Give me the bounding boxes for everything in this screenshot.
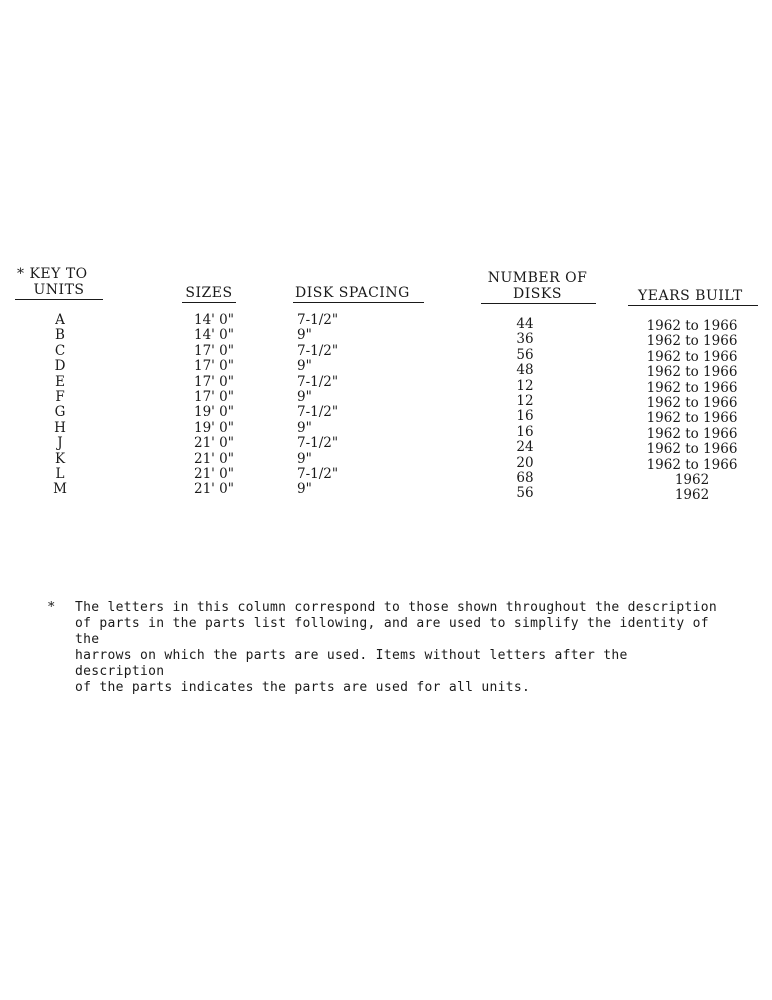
unit-years-built: 1962: [674, 487, 710, 504]
table-row: [0, 481, 772, 504]
units-table: [0, 312, 772, 504]
table-row: [0, 342, 772, 365]
header-number-line2: DISKS: [513, 286, 562, 302]
unit-years-built: 1962 to 1966: [646, 456, 738, 473]
unit-disk-spacing: 9": [297, 481, 312, 498]
unit-size: 21' 0": [194, 450, 234, 467]
table-row: [0, 419, 772, 442]
unit-size: 21' 0": [194, 465, 234, 482]
unit-size: 21' 0": [194, 435, 234, 452]
unit-key: B: [55, 327, 65, 344]
unit-disk-spacing: 9": [297, 358, 312, 375]
unit-key: J: [57, 435, 63, 452]
unit-key: L: [55, 465, 65, 482]
unit-size: 17' 0": [194, 342, 234, 359]
table-row: [0, 404, 772, 427]
unit-size: 17' 0": [194, 358, 234, 375]
unit-number-of-disks: 68: [516, 469, 534, 486]
unit-number-of-disks: 56: [516, 485, 534, 502]
unit-disk-spacing: 7-1/2": [297, 312, 339, 328]
unit-size: 19' 0": [194, 419, 234, 436]
footnote-text: The letters in this column correspond to those shown throughout the description of parts in the parts list following, and are used to simplify the identity of the harrows on which the parts are used. Items without letters after the description of the parts indicates the parts are used for all units.: [75, 600, 718, 695]
unit-disk-spacing: 7-1/2": [297, 435, 339, 452]
unit-years-built: 1962 to 1966: [646, 348, 738, 365]
header-key-line2: UNITS: [33, 282, 85, 298]
footnote-marker: *: [48, 600, 55, 615]
table-row: [0, 312, 772, 334]
unit-years-built: 1962 to 1966: [646, 379, 738, 396]
unit-years-built: 1962 to 1966: [646, 394, 738, 411]
unit-disk-spacing: 7-1/2": [297, 404, 339, 421]
table-row: [0, 388, 772, 411]
unit-key: C: [54, 342, 66, 359]
header-sizes: SIZES: [185, 285, 233, 301]
unit-size: 14' 0": [194, 312, 234, 328]
unit-disk-spacing: 9": [297, 327, 312, 344]
unit-key: G: [54, 404, 66, 421]
unit-number-of-disks: 16: [516, 423, 534, 440]
header-years-built: YEARS BUILT: [638, 288, 743, 304]
unit-years-built: 1962 to 1966: [646, 410, 738, 427]
unit-size: 14' 0": [194, 327, 234, 344]
table-row: [0, 450, 772, 473]
header-number-line1: NUMBER OF: [487, 270, 588, 286]
table-row: [0, 327, 772, 350]
unit-disk-spacing: 7-1/2": [297, 373, 339, 390]
unit-years-built: 1962 to 1966: [646, 425, 738, 442]
unit-years-built: 1962 to 1966: [646, 364, 738, 381]
unit-key: F: [55, 388, 65, 405]
unit-size: 21' 0": [194, 481, 234, 498]
unit-number-of-disks: 20: [516, 454, 534, 471]
unit-number-of-disks: 36: [516, 331, 534, 348]
unit-number-of-disks: 12: [516, 392, 534, 409]
header-disk-spacing-underline: [293, 302, 424, 303]
unit-years-built: 1962 to 1966: [646, 333, 738, 350]
header-key-line1: * KEY TO: [17, 266, 88, 282]
unit-disk-spacing: 7-1/2": [297, 465, 339, 482]
unit-number-of-disks: 48: [516, 362, 534, 379]
table-row: [0, 435, 772, 458]
unit-years-built: 1962 to 1966: [646, 441, 738, 458]
unit-disk-spacing: 9": [297, 419, 312, 436]
header-key-underline: [15, 299, 103, 300]
table-row: [0, 358, 772, 381]
unit-disk-spacing: 9": [297, 388, 312, 405]
header-disk-spacing: DISK SPACING: [295, 285, 410, 301]
unit-key: E: [55, 373, 65, 390]
unit-size: 17' 0": [194, 373, 234, 390]
unit-key: A: [55, 312, 65, 328]
unit-years-built: 1962 to 1966: [646, 318, 738, 334]
unit-number-of-disks: 12: [516, 377, 534, 394]
unit-number-of-disks: 44: [516, 316, 534, 332]
unit-size: 17' 0": [194, 388, 234, 405]
unit-disk-spacing: 9": [297, 450, 312, 467]
unit-key: H: [54, 419, 66, 436]
unit-number-of-disks: 56: [516, 346, 534, 363]
unit-key: D: [54, 358, 66, 375]
unit-number-of-disks: 16: [516, 408, 534, 425]
table-row: [0, 373, 772, 396]
unit-key: M: [53, 481, 67, 498]
unit-years-built: 1962: [674, 471, 710, 488]
unit-key: K: [54, 450, 66, 467]
header-number-underline: [481, 303, 596, 304]
unit-disk-spacing: 7-1/2": [297, 342, 339, 359]
unit-size: 19' 0": [194, 404, 234, 421]
header-sizes-underline: [182, 302, 236, 303]
header-years-underline: [628, 305, 758, 306]
unit-number-of-disks: 24: [516, 439, 534, 456]
table-row: [0, 465, 772, 488]
